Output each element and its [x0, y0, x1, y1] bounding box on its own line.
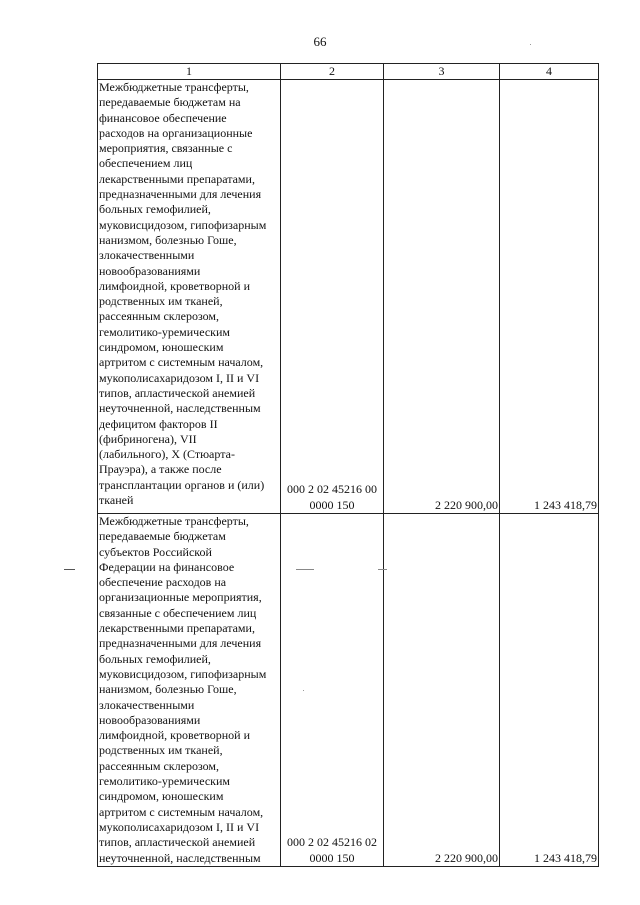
scan-mark [378, 569, 387, 570]
description-line: лекарственными препаратами, [99, 621, 255, 636]
column-header-3: 3 [384, 64, 500, 80]
description-line: дефицитом факторов II [99, 416, 218, 431]
row-amount-column-4: 1 243 418,79 [500, 514, 599, 867]
description-line: лимфоидной, кроветворной и [99, 728, 250, 743]
description-line: предназначенными для лечения [99, 187, 262, 202]
description-line: злокачественными [99, 697, 195, 712]
description-line: финансовое обеспечение [99, 110, 227, 125]
description-line: обеспечением лиц [99, 156, 193, 171]
budget-table [97, 63, 599, 867]
scan-mark [303, 690, 304, 691]
page-number: 66 [313, 34, 327, 49]
code-line: 0000 150 [309, 497, 355, 512]
description-line: нанизмом, болезнью Гоше, [99, 232, 237, 247]
description-line: лимфоидной, кроветворной и [99, 278, 250, 293]
description-line: гемолитико-уремическим [99, 774, 230, 789]
description-line: расходов на организационные [99, 125, 253, 140]
description-line: рассеянным склерозом, [99, 309, 219, 324]
description-line: муковисцидозом, гипофизарным [99, 666, 267, 681]
description-line: тканей [99, 493, 134, 508]
description-line: Прауэра), а также после [99, 462, 222, 477]
code-line: 000 2 02 45216 00 [287, 482, 377, 497]
description-line: передаваемые бюджетам [99, 529, 226, 544]
description-line: родственных им тканей, [99, 743, 223, 758]
description-line: неуточненной, наследственным [99, 401, 261, 416]
description-line: артритом с системным началом, [99, 355, 264, 370]
description-line: мукополисахаридозом I, II и VI [99, 370, 260, 385]
description-line: больных гемофилией, [99, 202, 211, 217]
description-line: больных гемофилией, [99, 651, 211, 666]
description-line: Межбюджетные трансферты, [99, 80, 249, 94]
description-line: субъектов Российской [99, 544, 212, 559]
row-code [281, 80, 384, 514]
description-line: Межбюджетные трансферты, [99, 514, 249, 528]
description-line: гемолитико-уремическим [99, 324, 230, 339]
description-line: (фибриногена), VII [99, 431, 197, 446]
description-line: артритом с системным началом, [99, 804, 264, 819]
row-amount-column-4: 1 243 418,79 [500, 80, 599, 514]
column-header-2: 2 [281, 64, 384, 80]
description-line: типов, апластической анемией [99, 385, 256, 400]
description-line: новообразованиями [99, 712, 201, 727]
row-description [98, 514, 281, 867]
description-line: типов, апластической анемией [99, 835, 256, 850]
table-row [98, 514, 599, 867]
table-header-row [98, 64, 599, 80]
scan-mark [530, 44, 531, 45]
description-line: (лабильного), X (Стюарта- [99, 447, 235, 462]
description-line: неуточненной, наследственным [99, 850, 261, 865]
description-line: организационные мероприятия, [99, 590, 262, 605]
description-line: муковисцидозом, гипофизарным [99, 217, 267, 232]
scan-mark [296, 569, 314, 570]
description-line: родственных им тканей, [99, 294, 223, 309]
row-amount-column-3: 2 220 900,00 [384, 514, 500, 867]
description-line: мероприятия, связанные с [99, 141, 233, 156]
description-line: новообразованиями [99, 263, 201, 278]
description-line: рассеянным склерозом, [99, 758, 219, 773]
description-line: трансплантации органов и (или) [99, 477, 265, 492]
row-amount-column-3: 2 220 900,00 [384, 80, 500, 514]
description-line: синдромом, юношеским [99, 789, 224, 804]
code-line: 000 2 02 45216 02 [287, 835, 377, 850]
description-line: связанные с обеспечением лиц [99, 605, 257, 620]
description-line: лекарственными препаратами, [99, 171, 255, 186]
description-line: передаваемые бюджетам на [99, 95, 241, 110]
description-line: нанизмом, болезнью Гоше, [99, 682, 237, 697]
description-line: обеспечение расходов на [99, 575, 227, 590]
description-line: предназначенными для лечения [99, 636, 262, 651]
description-line: злокачественными [99, 248, 195, 263]
description-line: Федерации на финансовое [99, 559, 235, 574]
row-code [281, 514, 384, 867]
table-row [98, 80, 599, 514]
description-line: синдромом, юношеским [99, 340, 224, 355]
row-description [98, 80, 281, 514]
column-header-1: 1 [98, 64, 281, 80]
scan-mark [64, 569, 75, 570]
column-header-4: 4 [500, 64, 599, 80]
description-line: мукополисахаридозом I, II и VI [99, 819, 260, 834]
code-line: 0000 150 [309, 850, 355, 865]
